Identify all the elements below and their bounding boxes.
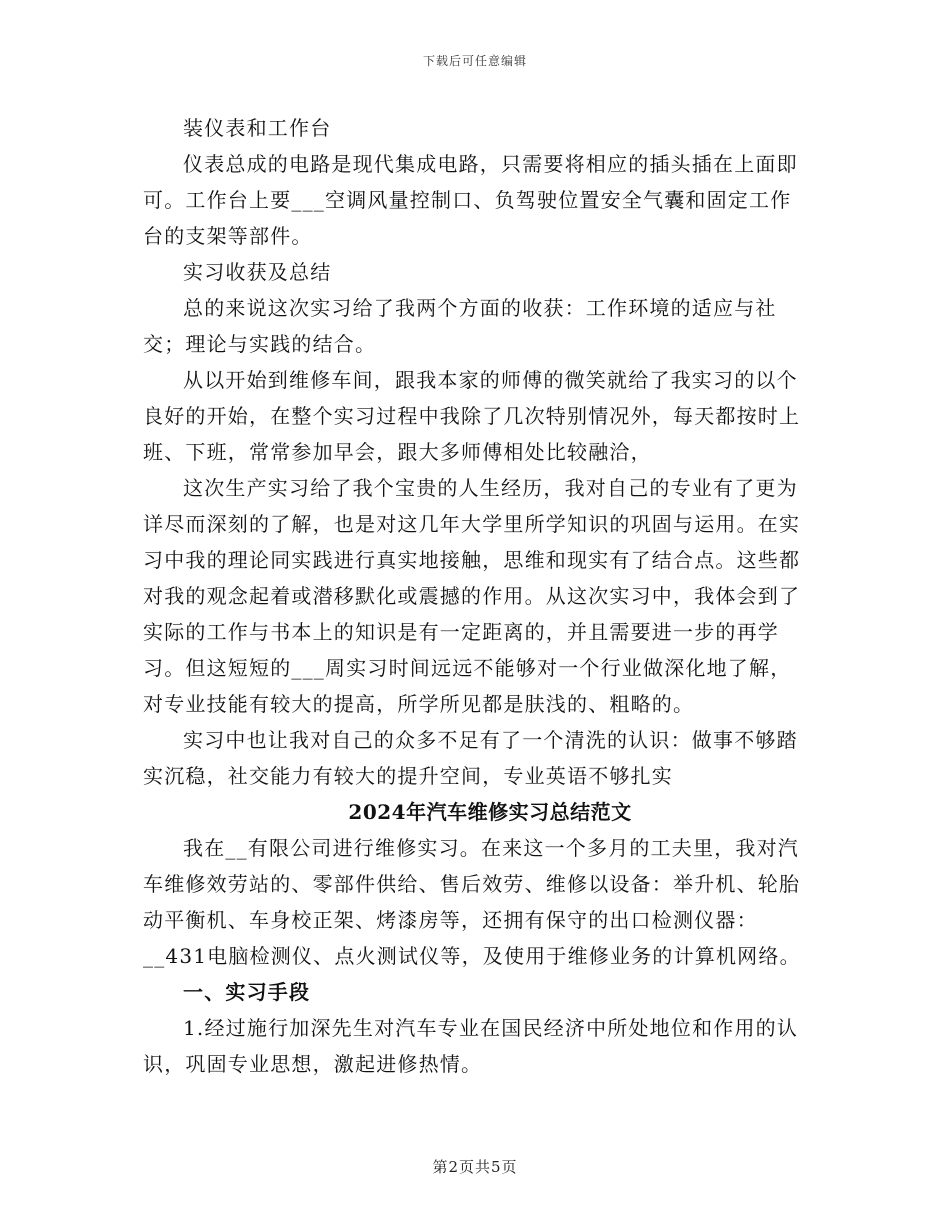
section-heading-purpose: 一、实习手段 — [183, 980, 311, 1004]
paragraph-workshop-start: 从以开始到维修车间，跟我本家的师傅的微笑就给了我实习的以个良好的开始，在整个实习过程中我除了几次特别情况外，每天都按时上班、下班，常常参加早会，跟大多师傅相处比较融洽， — [143, 368, 801, 464]
paragraph-experience: 这次生产实习给了我个宝贵的人生经历，我对自己的专业有了更为详尽而深刻的了解，也是对这几年大学里所学知识的巩固与运用。在实习中我的理论同实践进行真实地接触，思维和现实有了结合点。这些都对我的观念起着或潜移默化或震撼的作用。从这次实习中，我体会到了实际的工作与书本上的知识是有一定距离的，并且需要进一步的再学习。但这短短的___周实习时间远远不能够对一个行业做深化地了解，对专业技能有较大的提高，所学所见都是肤浅的、粗略的。 — [143, 476, 801, 716]
paragraph-dashboard-circuit: 仪表总成的电路是现代集成电路，只需要将相应的插头插在上面即可。工作台上要___空调风量控制口、负驾驶位置安全气囊和固定工作台的支架等部件。 — [143, 152, 798, 248]
page-header-note: 下载后可任意编辑 — [422, 54, 527, 68]
paragraph-shortcomings: 实习中也让我对自己的众多不足有了一个清洗的认识：做事不够踏实沉稳，社交能力有较大的提升空间，专业英语不够扎实 — [143, 728, 798, 788]
document-body — [143, 110, 807, 1082]
paragraph-install-dashboard-heading: 装仪表和工作台 — [183, 116, 332, 140]
paragraph-summary-heading: 实习收获及总结 — [183, 260, 332, 284]
page-number-footer: 第2页共5页 — [432, 1158, 518, 1176]
paragraph-two-gains: 总的来说这次实习给了我两个方面的收获：工作环境的适应与社交；理论与实践的结合。 — [143, 296, 777, 356]
paragraph-purpose-1: 1.经过施行加深先生对汽车专业在国民经济中所处地位和作用的认识，巩固专业思想，激起进修热情。 — [143, 1016, 799, 1076]
document-title: 2024年汽车维修实习总结范文 — [348, 800, 632, 824]
paragraph-company-intro: 我在__有限公司进行维修实习。在来这一个多月的工夫里，我对汽车维修效劳站的、零部件供给、售后效劳、维修以设备：举升机、轮胎动平衡机、车身校正架、烤漆房等，还拥有保守的出口检测仪器：__431电脑检测仪、点火测试仪等，及使用于维修业务的计算机网络。 — [143, 836, 801, 968]
